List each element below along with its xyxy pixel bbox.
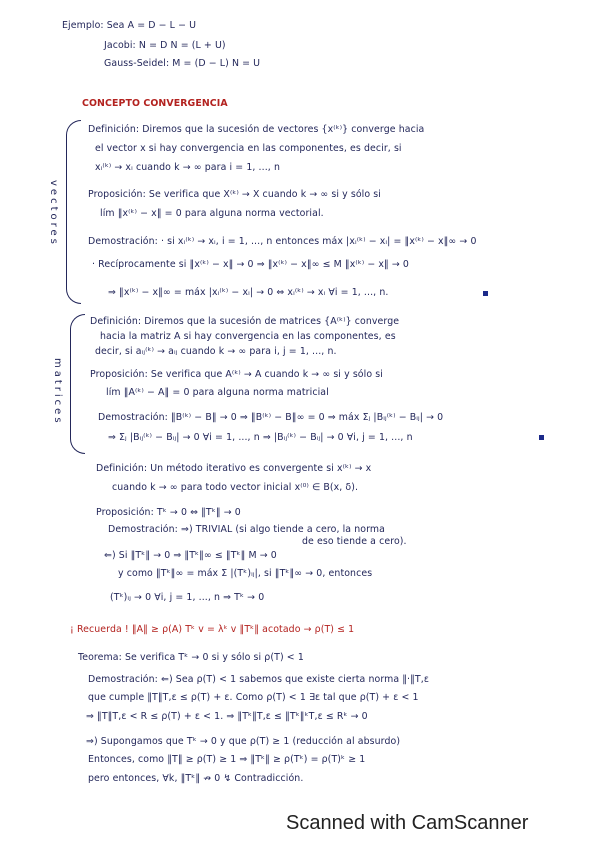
text-line: y como ‖Tᵏ‖∞ = máx Σ |(Tᵏ)ᵢⱼ|, si ‖Tᵏ‖∞ → 0, entonces [118,568,373,579]
text-line: Teorema: Se verifica Tᵏ → 0 si y sólo si ρ(T) < 1 [78,652,304,663]
text-line: cuando k → ∞ para todo vector inicial x⁽⁰⁾ ∈ B(x, δ). [112,482,359,493]
text-line: Ejemplo: Sea A = D − L − U [62,20,197,31]
text-line: pero entonces, ∀k, ‖Tᵏ‖ ↛ 0 ↯ Contradicción. [88,773,304,784]
text-line: xᵢ⁽ᵏ⁾ → xᵢ cuando k → ∞ para i = 1, ..., n [95,162,280,173]
vectores-brace [66,120,81,304]
text-line: Demostración: ‖B⁽ᵏ⁾ − B‖ → 0 ⇒ ‖B⁽ᵏ⁾ − B‖∞ = 0 ⇒ máx Σⱼ |Bᵢⱼ⁽ᵏ⁾ − Bᵢⱼ| → 0 [98,412,444,423]
text-line: Jacobi: N = D N = (L + U) [104,40,226,51]
vectores-label: vectores [48,180,59,247]
text-line: ⇒ Σⱼ |Bᵢⱼ⁽ᵏ⁾ − Bᵢⱼ| → 0 ∀i = 1, ..., n ⇒ |Bᵢⱼ⁽ᵏ⁾ − Bᵢⱼ| → 0 ∀i, j = 1, ..., n [108,432,413,443]
text-line: Demostración: · si xᵢ⁽ᵏ⁾ → xᵢ, i = 1, ..., n entonces máx |xᵢ⁽ᵏ⁾ − xᵢ| = ‖x⁽ᵏ⁾ − x‖∞ → 0 [88,236,477,247]
text-line: ⇒ ‖T‖T,ε < R ≤ ρ(T) + ε < 1. ⇒ ‖Tᵏ‖T,ε ≤ ‖Tᵏ‖ᵏT,ε ≤ Rᵏ → 0 [86,711,368,722]
qed-mark [483,291,488,296]
text-line: Definición: Un método iterativo es convergente si x⁽ᵏ⁾ → x [96,463,372,474]
text-line: lím ‖x⁽ᵏ⁾ − x‖ = 0 para alguna norma vectorial. [100,208,324,219]
text-line: ⇒ ‖x⁽ᵏ⁾ − x‖∞ = máx |xᵢ⁽ᵏ⁾ − xᵢ| → 0 ⇔ xᵢ⁽ᵏ⁾ → xᵢ ∀i = 1, ..., n. [108,287,389,298]
text-line: · Recíprocamente si ‖x⁽ᵏ⁾ − x‖ → 0 ⇒ ‖x⁽ᵏ⁾ − x‖∞ ≤ M ‖x⁽ᵏ⁾ − x‖ → 0 [92,259,409,270]
text-line: hacia la matriz A si hay convergencia en las componentes, es [100,331,396,342]
text-line: el vector x si hay convergencia en las componentes, es decir, si [95,143,402,154]
text-line: ⇐) Si ‖Tᵏ‖ → 0 ⇒ ‖Tᵏ‖∞ ≤ ‖Tᵏ‖ M → 0 [104,550,277,561]
matrices-label: matrices [52,358,63,426]
text-line: lím ‖A⁽ᵏ⁾ − A‖ = 0 para alguna norma matricial [106,387,329,398]
qed-mark [539,435,544,440]
text-line: Demostración: ⇒) TRIVIAL (si algo tiende a cero, la norma [108,524,385,535]
text-line: Proposición: Se verifica que X⁽ᵏ⁾ → X cuando k → ∞ si y sólo si [88,189,381,200]
text-line: Proposición: Se verifica que A⁽ᵏ⁾ → A cuando k → ∞ si y sólo si [90,369,383,380]
text-line: Definición: Diremos que la sucesión de vectores {x⁽ᵏ⁾} converge hacia [88,124,425,135]
text-line: Demostración: ⇐) Sea ρ(T) < 1 sabemos que existe cierta norma ‖·‖T,ε [88,674,429,685]
text-line: Proposición: Tᵏ → 0 ⇔ ‖Tᵏ‖ → 0 [96,507,241,518]
text-line: ⇒) Supongamos que Tᵏ → 0 y que ρ(T) ≥ 1 (reducción al absurdo) [86,736,401,747]
text-line: Definición: Diremos que la sucesión de matrices {A⁽ᵏ⁾} converge [90,316,400,327]
text-line: decir, si aᵢⱼ⁽ᵏ⁾ → aᵢⱼ cuando k → ∞ para i, j = 1, ..., n. [95,346,337,357]
text-line: (Tᵏ)ᵢⱼ → 0 ∀i, j = 1, ..., n ⇒ Tᵏ → 0 [110,592,265,603]
footer-watermark: Scanned with CamScanner [286,812,529,834]
text-line: Gauss-Seidel: M = (D − L) N = U [104,58,261,69]
text-line: de eso tiende a cero). [302,536,407,547]
matrices-brace [70,314,85,454]
text-line: ¡ Recuerda ! ‖A‖ ≥ ρ(A) Tᵏ v = λᵏ v ‖Tᵏ‖ acotado → ρ(T) ≤ 1 [70,624,355,635]
text-line: CONCEPTO CONVERGENCIA [82,98,228,109]
text-line: que cumple ‖T‖T,ε ≤ ρ(T) + ε. Como ρ(T) < 1 ∃ε tal que ρ(T) + ε < 1 [88,692,419,703]
text-line: Entonces, como ‖T‖ ≥ ρ(T) ≥ 1 ⇒ ‖Tᵏ‖ ≥ ρ(Tᵏ) = ρ(T)ᵏ ≥ 1 [88,754,366,765]
